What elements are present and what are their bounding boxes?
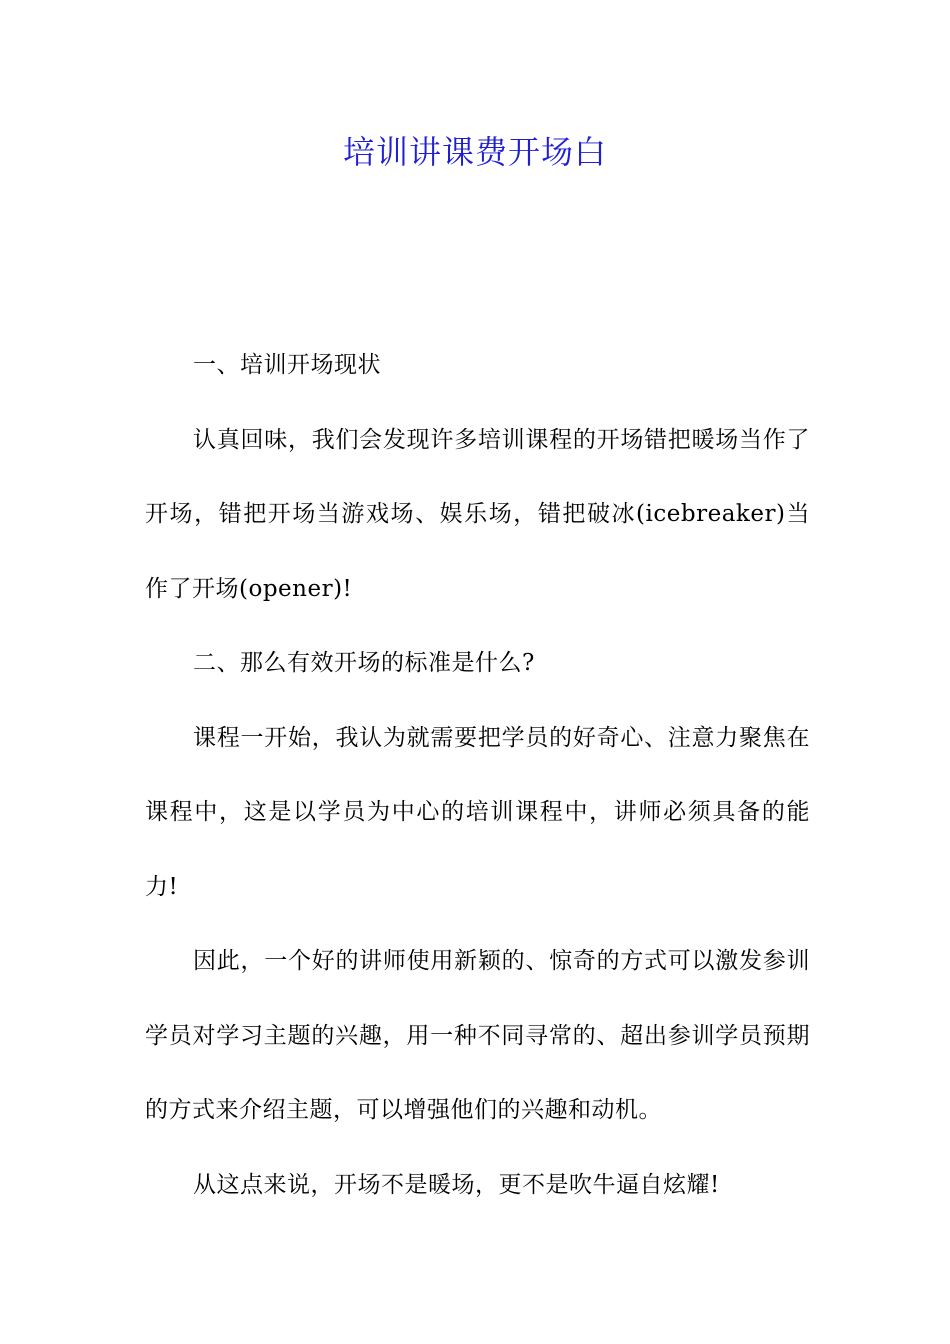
paragraph-3: 因此，一个好的讲师使用新颖的、惊奇的方式可以激发参训学员对学习主题的兴趣，用一种不同寻常的、超出参训学员预期的方式来介绍主题，可以增强他们的兴趣和动机。: [145, 948, 810, 1123]
paragraph-4: 从这点来说，开场不是暖场，更不是吹牛逼自炫耀!: [193, 1171, 720, 1198]
paragraph-2: 课程一开始，我认为就需要把学员的好奇心、注意力聚焦在课程中，这是以学员为中心的培训课程中，讲师必须具备的能力!: [145, 724, 810, 900]
document-title: 培训讲课费开场白: [342, 133, 607, 171]
section-heading-1: 一、培训开场现状: [193, 352, 381, 378]
paragraph-1: 认真回味，我们会发现许多培训课程的开场错把暖场当作了开场，错把开场当游戏场、娱乐场，错把破冰(icebreaker)当作了开场(opener)!: [145, 426, 810, 602]
section-heading-2: 二、那么有效开场的标准是什么?: [193, 650, 535, 676]
document-body: [145, 328, 810, 1222]
